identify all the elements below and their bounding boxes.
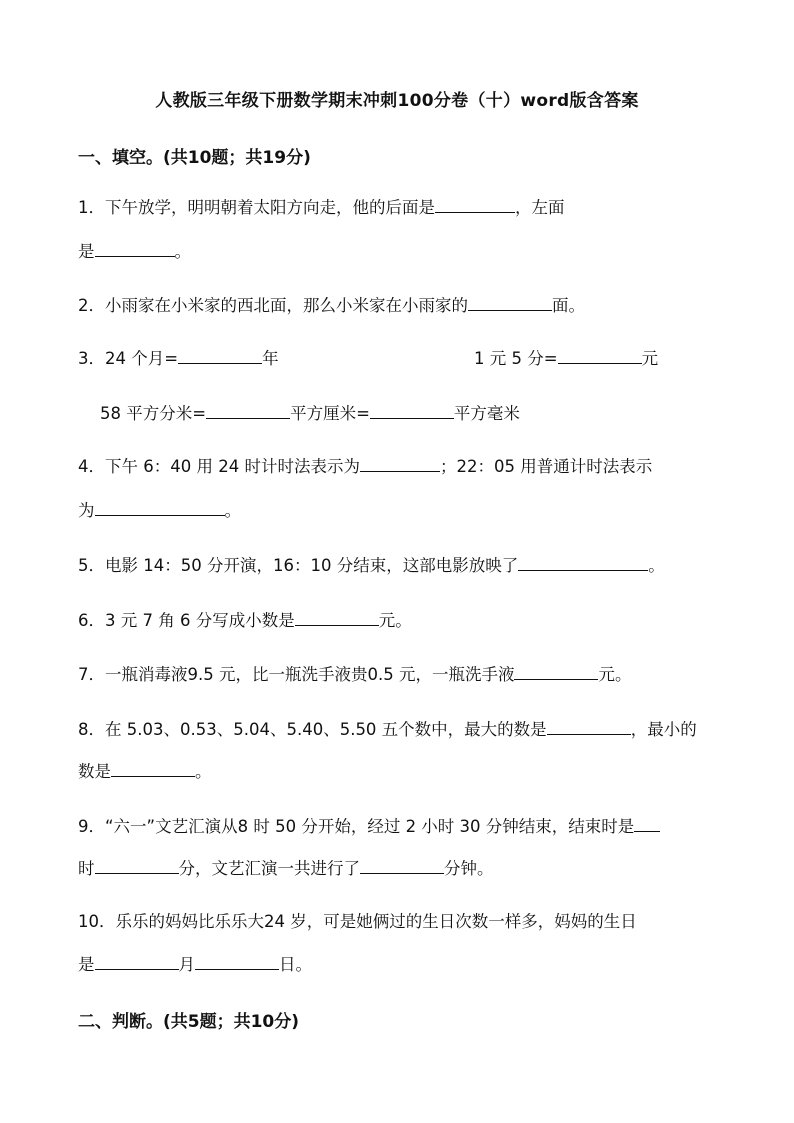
answer-blank[interactable] [558, 347, 642, 364]
question-3-line-2 [100, 402, 520, 425]
answer-blank[interactable] [206, 402, 290, 419]
question-10-unit-month: 月 [178, 955, 195, 974]
question-9-unit-hour: 时 [78, 859, 95, 878]
question-8-text-start: 数是 [78, 762, 111, 781]
question-6 [78, 609, 412, 632]
question-5 [78, 554, 665, 577]
question-2-text: 2．小雨家在小米家的西北面，那么小米家在小雨家的 [78, 296, 468, 315]
answer-blank[interactable] [370, 402, 454, 419]
question-8-line-2 [78, 760, 212, 783]
question-8-line-1 [78, 718, 697, 741]
question-1-line-2 [78, 240, 191, 263]
answer-blank[interactable] [95, 953, 179, 970]
answer-blank[interactable] [518, 554, 648, 571]
question-8-text: 8．在 5.03、0.53、5.04、5.40、5.50 五个数中，最大的数是 [78, 720, 547, 739]
question-1-text-end: 。 [174, 242, 191, 261]
question-10-unit-day: 日。 [279, 955, 312, 974]
answer-blank[interactable] [295, 609, 379, 626]
question-1-text-start: 是 [78, 242, 95, 261]
answer-blank[interactable] [514, 663, 598, 680]
answer-blank[interactable] [111, 760, 195, 777]
question-7-text-end: 元。 [598, 665, 632, 684]
question-5-text-end: 。 [648, 556, 665, 575]
question-3-line-1-right [474, 347, 658, 370]
section-heading-fill-in: 一、填空。(共10题；共19分) [78, 148, 311, 168]
answer-blank[interactable] [95, 499, 225, 516]
answer-blank[interactable] [360, 857, 444, 874]
question-3-text: 3．24 个月= [78, 349, 179, 368]
answer-blank[interactable] [547, 718, 631, 735]
question-6-text-end: 元。 [378, 611, 412, 630]
question-4-text-end: 。 [224, 501, 241, 520]
answer-blank[interactable] [95, 857, 179, 874]
answer-blank[interactable] [634, 815, 660, 832]
answer-blank[interactable] [360, 455, 440, 472]
question-8-text-cont: ，最小的 [630, 720, 697, 739]
question-10-line-2 [78, 953, 312, 976]
question-5-text: 5．电影 14：50 分开演，16：10 分结束，这部电影放映了 [78, 556, 519, 575]
question-4-text-cont: ；22：05 用普通计时法表示 [439, 457, 653, 476]
question-3-unit-cm2: 平方厘米= [290, 404, 370, 423]
question-9-text-cont: 分，文艺汇演一共进行了 [178, 859, 360, 878]
answer-blank[interactable] [195, 953, 279, 970]
section-heading-true-false: 二、判断。(共5题；共10分) [78, 1012, 300, 1032]
question-2 [78, 294, 585, 317]
question-1-text-cont: ，左面 [515, 198, 565, 217]
page-title: 人教版三年级下册数学期末冲刺100分卷（十）word版含答案 [155, 91, 639, 111]
question-4-line-1 [78, 455, 652, 478]
question-3-text-money: 1 元 5 分= [474, 349, 558, 368]
answer-blank[interactable] [435, 196, 515, 213]
question-7-text: 7．一瓶消毒液9.5 元，比一瓶洗手液贵0.5 元，一瓶洗手液 [78, 665, 515, 684]
question-4-text: 4．下午 6：40 用 24 时计时法表示为 [78, 457, 360, 476]
question-8-text-end: 。 [195, 762, 212, 781]
answer-blank[interactable] [95, 240, 175, 257]
question-9-line-1 [78, 815, 660, 838]
question-9-text: 9．“六一”文艺汇演从8 时 50 分开始，经过 2 小时 30 分钟结束，结束时是 [78, 817, 635, 836]
question-3-unit-year: 年 [262, 349, 279, 368]
question-3-unit-yuan: 元 [641, 349, 659, 368]
question-2-text-end: 面。 [552, 296, 585, 315]
question-6-text: 6．3 元 7 角 6 分写成小数是 [78, 611, 295, 630]
question-10-text-start: 是 [78, 955, 95, 974]
question-4-text-start: 为 [78, 501, 95, 520]
question-10-text: 10．乐乐的妈妈比乐乐大24 岁，可是她俩过的生日次数一样多，妈妈的生日 [78, 912, 637, 931]
question-9-text-end: 分钟。 [444, 859, 494, 878]
question-9-line-2 [78, 857, 494, 880]
question-1-line-1 [78, 196, 565, 219]
question-3-line-1 [78, 347, 279, 370]
question-4-line-2 [78, 499, 241, 522]
question-1-text: 1．下午放学，明明朝着太阳方向走，他的后面是 [78, 198, 435, 217]
answer-blank[interactable] [178, 347, 262, 364]
answer-blank[interactable] [468, 294, 552, 311]
question-3-unit-mm2: 平方毫米 [453, 404, 520, 423]
question-10-line-1 [78, 911, 637, 933]
question-7 [78, 663, 631, 686]
question-3-text-area: 58 平方分米= [100, 404, 207, 423]
